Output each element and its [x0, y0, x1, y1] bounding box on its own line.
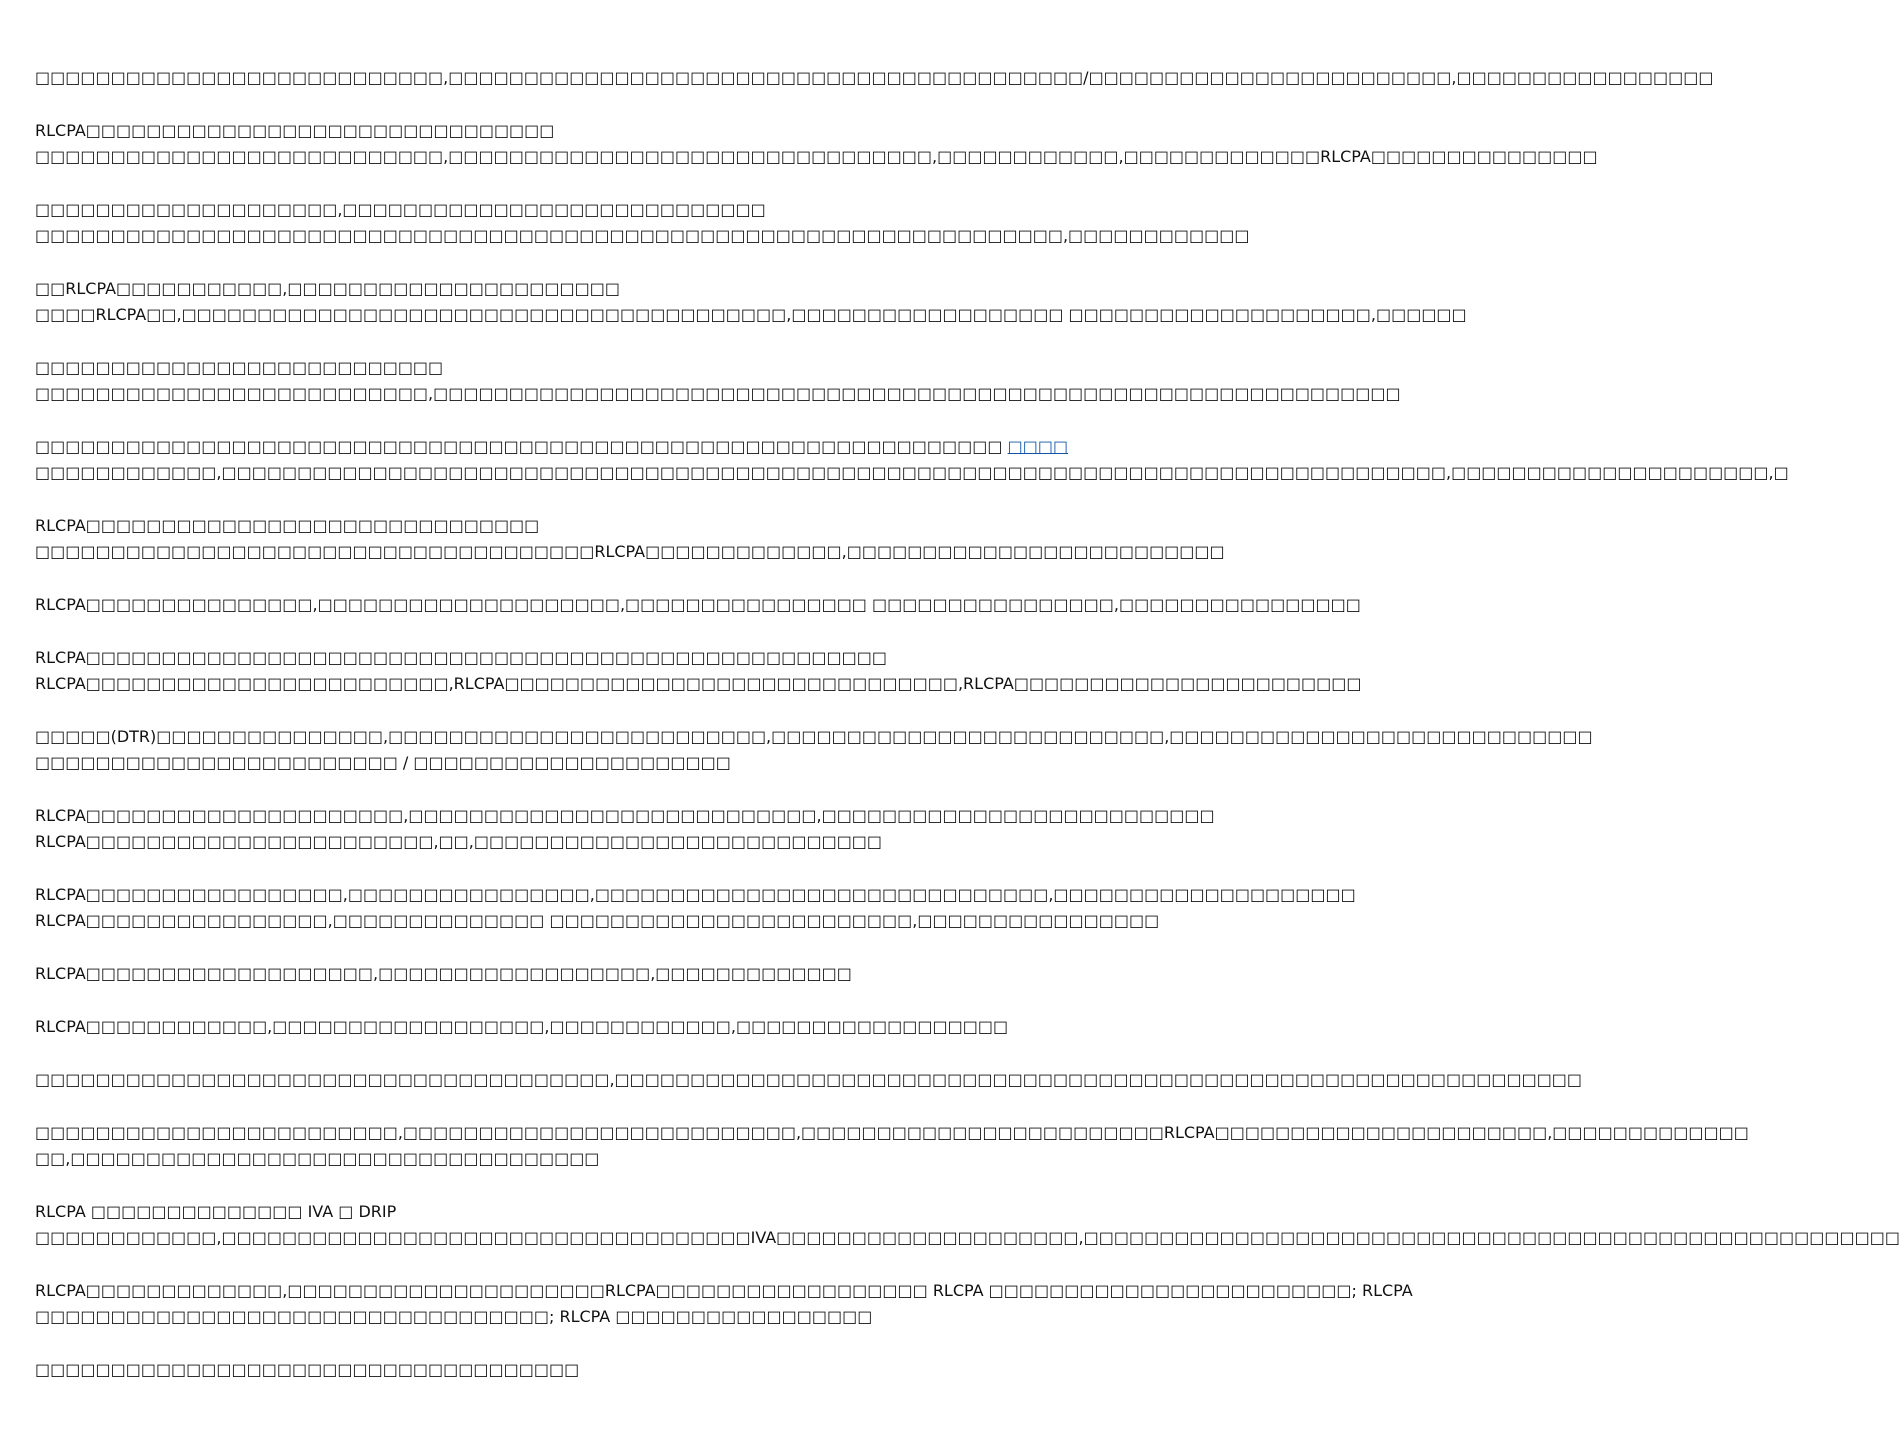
article-body — [35, 65, 1900, 1410]
paragraph-heading: RLCPA□□□□□□□□□□□□□□□□□□□□□□□□□□□□□□□□□□□□□□□□□□□□□□□□□□□□□ — [35, 648, 887, 667]
inline-link[interactable]: □□□□ — [1007, 437, 1069, 456]
paragraph-heading: RLCPA□□□□□□□□□□□□□□□□□□□□□□□□□□□□□□ — [35, 516, 540, 535]
paragraph-1 — [35, 65, 1714, 91]
paragraph-6 — [35, 434, 1789, 486]
paragraph-line: □□□□□□□□□□□□□□□□□□□□□□□□□□□,□□□□□□□□□□□□□□□□□□□□□□□□□□□□□□□□□□□□□□□□□□/□□□□□□□□□□□□□□□□□□□□□□□□,□□□□□□□□□□□□□□□□□ — [35, 68, 1714, 87]
paragraph-line: □□□□□□□□□□□□□□□□□□□□□□□□□□□□□□□□□□□□□□□□□□□□□□□□□□□□□□□□□□□□□□□□□□□□,□□□□□□□□□□□□ — [35, 226, 1250, 245]
paragraph-3 — [35, 197, 1250, 249]
paragraph-line: □□□□□□□□□□□□□□□□□□□□□□□□,□□□□□□□□□□□□□□□□□□□□□□□□□□,□□□□□□□□□□□□□□□□□□□□□□□□RLCPA□□□□□□□□□□□□□□□□□□□□□□,□□□□□□□□□□□□□ — [35, 1123, 1749, 1142]
paragraph-line: □□□□□□□□□□□□□□□□□□□□□□□□□□□□□□□□□□□□□RLCPA□□□□□□□□□□□□□,□□□□□□□□□□□□□□□□□□□□□□□□□ — [35, 542, 1225, 561]
paragraph-5 — [35, 355, 1401, 407]
paragraph-line: RLCPA□□□□□□□□□□□□□□□□,□□□□□□□□□□□□□□ □□□□□□□□□□□□□□□□□□□□□□□□,□□□□□□□□□□□□□□□□ — [35, 911, 1160, 930]
paragraph-heading-with-link — [35, 434, 1069, 460]
paragraph-heading-text: □□□□□□□□□□□□□□□□□□□□□□□□□□□□□□□□□□□□□□□□□□□□□□□□□□□□□□□□□□□□□□□□ — [35, 437, 1008, 456]
paragraph-line: □□□□□□□□□□□□□□□□□□□□□□□□ / □□□□□□□□□□□□□□□□□□□□□ — [35, 753, 731, 772]
paragraph-19 — [35, 1357, 990, 1383]
paragraph-line: □□□□□□□□□□□□,□□□□□□□□□□□□□□□□□□□□□□□□□□□□□□□□□□□□□□□□□□□□□□□□□□□□□□□□□□□□□□□□□□□□□□□□□□□□□□□□□,□□□□□□□□□□□□□□□□□□□□□,□ — [35, 463, 1789, 482]
paragraph-line: RLCPA□□□□□□□□□□□□□,□□□□□□□□□□□□□□□□□□□□□RLCPA□□□□□□□□□□□□□□□□□□ RLCPA □□□□□□□□□□□□□□□□□□□□□□□□; RLCPA — [35, 1281, 1413, 1300]
paragraph-line: RLCPA□□□□□□□□□□□□□□□□□□□□□,□□□□□□□□□□□□□□□□□□□□□□□□□□□,□□□□□□□□□□□□□□□□□□□□□□□□□□ — [35, 806, 1215, 825]
paragraph-heading: □□□□□□□□□□□□□□□□□□□□,□□□□□□□□□□□□□□□□□□□□□□□□□□□□ — [35, 200, 766, 219]
paragraph-line: □□□□□□□□□□□□□□□□□□□□□□□□□□□□□□□□□□□□□□,□□□□□□□□□□□□□□□□□□□□□□□□□□□□□□□□□□□□□□□□□□□□□□□□□□□□□□□□□□□□□□□□ — [35, 1070, 1583, 1089]
paragraph-10 — [35, 724, 1593, 776]
paragraph-heading: □□RLCPA□□□□□□□□□□□,□□□□□□□□□□□□□□□□□□□□□□ — [35, 279, 620, 298]
paragraph-heading: RLCPA □□□□□□□□□□□□□□ IVA □ DRIP — [35, 1202, 397, 1221]
paragraph-2 — [35, 118, 1598, 170]
paragraph-9 — [35, 645, 1362, 697]
paragraph-11 — [35, 803, 1215, 855]
paragraph-14 — [35, 1014, 1009, 1040]
paragraph-line: □□□□□□□□□□□□□□□□□□□□□□□□□□□□□□□□□□□□ — [35, 1360, 580, 1379]
paragraph-line: □□□□□□□□□□□□,□□□□□□□□□□□□□□□□□□□□□□□□□□□□□□□□□□□IVA□□□□□□□□□□□□□□□□□□□□,□□□□□□□□□□□□□□□□□□□□□□□□□□□□□□□□□□□□□□□□□□□□□□□□□□□□□□ — [35, 1228, 1900, 1247]
paragraph-line: □□□□□(DTR)□□□□□□□□□□□□□□□,□□□□□□□□□□□□□□□□□□□□□□□□□,□□□□□□□□□□□□□□□□□□□□□□□□□□,□□□□□□□□□□□□□□□□□□□□□□□□□□□□ — [35, 727, 1593, 746]
paragraph-line: RLCPA□□□□□□□□□□□□□□□□□□□,□□□□□□□□□□□□□□□□□□,□□□□□□□□□□□□□ — [35, 964, 852, 983]
paragraph-line: □□□□□□□□□□□□□□□□□□□□□□□□□□□,□□□□□□□□□□□□□□□□□□□□□□□□□□□□□□□□,□□□□□□□□□□□□,□□□□□□□□□□□□□RLCPA□□□□□□□□□□□□□□□ — [35, 147, 1598, 166]
paragraph-line: RLCPA□□□□□□□□□□□□□□□,□□□□□□□□□□□□□□□□□□□□,□□□□□□□□□□□□□□□□ □□□□□□□□□□□□□□□□,□□□□□□□□□□□□□□□□ — [35, 595, 1361, 614]
paragraph-line: RLCPA□□□□□□□□□□□□□□□□□□□□□□□,□□,□□□□□□□□□□□□□□□□□□□□□□□□□□□ — [35, 832, 883, 851]
paragraph-heading: □□□□□□□□□□□□□□□□□□□□□□□□□□□ — [35, 358, 444, 377]
paragraph-line: RLCPA□□□□□□□□□□□□□□□□□,□□□□□□□□□□□□□□□□,□□□□□□□□□□□□□□□□□□□□□□□□□□□□□□,□□□□□□□□□□□□□□□□□□□□ — [35, 885, 1356, 904]
paragraph-8 — [35, 592, 1361, 618]
paragraph-15 — [35, 1067, 1583, 1093]
paragraph-line: □□□□RLCPA□□,□□□□□□□□□□□□□□□□□□□□□□□□□□□□□□□□□□□□□□□□,□□□□□□□□□□□□□□□□□□ □□□□□□□□□□□□□□□□□□□□,□□□□□□ — [35, 305, 1467, 324]
paragraph-12 — [35, 882, 1356, 934]
paragraph-16 — [35, 1120, 1749, 1172]
paragraph-13 — [35, 961, 990, 987]
paragraph-18 — [35, 1278, 1413, 1330]
paragraph-17 — [35, 1199, 1900, 1251]
paragraph-line: RLCPA□□□□□□□□□□□□,□□□□□□□□□□□□□□□□□□,□□□□□□□□□□□□,□□□□□□□□□□□□□□□□□□ — [35, 1017, 1009, 1036]
paragraph-heading: RLCPA□□□□□□□□□□□□□□□□□□□□□□□□□□□□□□□ — [35, 121, 555, 140]
paragraph-line: □□□□□□□□□□□□□□□□□□□□□□□□□□,□□□□□□□□□□□□□□□□□□□□□□□□□□□□□□□□□□□□□□□□□□□□□□□□□□□□□□□□□□□□□□□□ — [35, 384, 1401, 403]
paragraph-line: RLCPA□□□□□□□□□□□□□□□□□□□□□□□□,RLCPA□□□□□□□□□□□□□□□□□□□□□□□□□□□□□□,RLCPA□□□□□□□□□□□□□□□□□□□□□□□ — [35, 674, 1362, 693]
paragraph-7 — [35, 513, 1225, 565]
paragraph-4 — [35, 276, 1467, 328]
paragraph-line: □□□□□□□□□□□□□□□□□□□□□□□□□□□□□□□□□□; RLCPA □□□□□□□□□□□□□□□□□ — [35, 1307, 873, 1326]
paragraph-line: □□,□□□□□□□□□□□□□□□□□□□□□□□□□□□□□□□□□□□ — [35, 1149, 600, 1168]
